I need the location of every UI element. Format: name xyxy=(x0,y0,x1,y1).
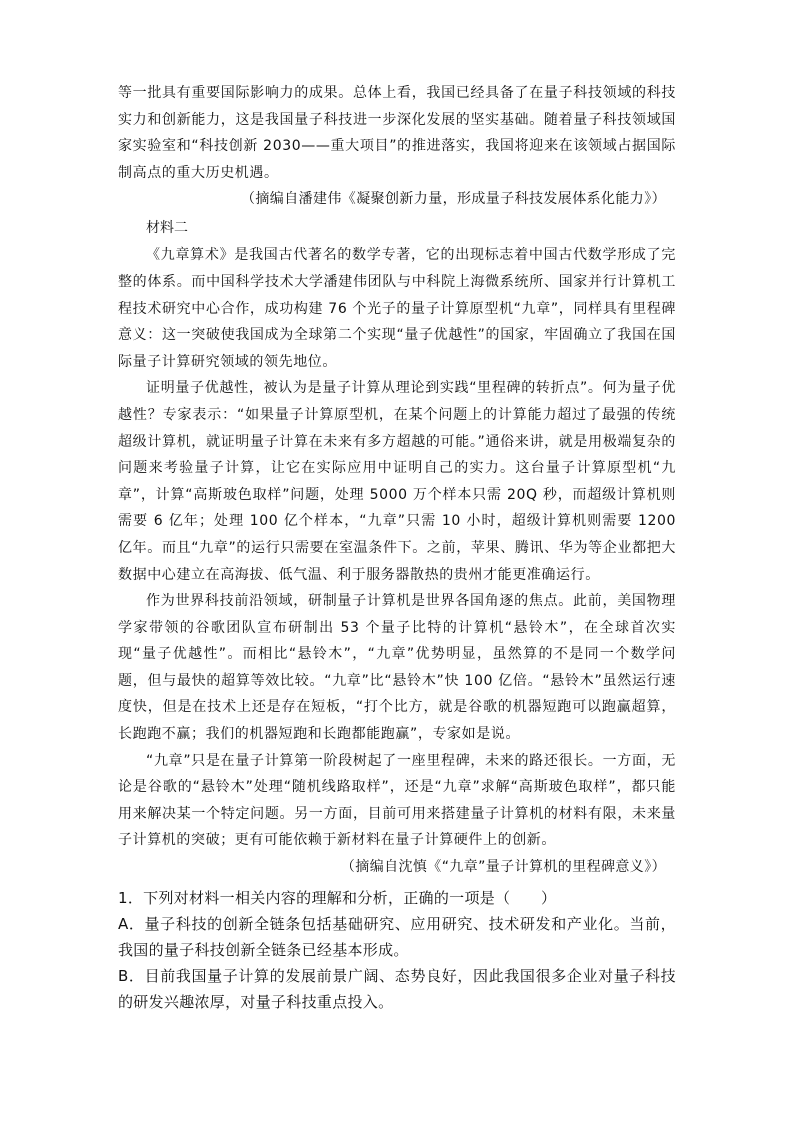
option-b[interactable]: B．目前我国量子计算的发展前景广阔、态势良好，因此我国很多企业对量子科技的研发兴趣浓厚，对量子科技重点投入。 xyxy=(118,967,676,1012)
source-citation-1: （摘编自潘建伟《凝聚创新力量，形成量子科技发展体系化能力》） xyxy=(241,191,666,208)
material2-paragraph-2: 证明量子优越性，被认为是量子计算从理论到实践“里程碑的转折点”。何为量子优越性？专家表示：“如果量子计算原型机，在某个问题上的计算能力超过了最强的传统超级计算机，就证明量子计算在未来有多方超越的可能。”通俗来讲，就是用极端复杂的问题来考验量子计算，让它在实际应用中证明自己的实力。这台量子计算原型机“九章”，计算“高斯玻色取样”问题，处理 5000 万个样本只需 20Q 秒，而超级计算机则需要 6 亿年；处理 100 亿个样本，“九章”只需 10 小时，超级计算机则需要 1200 亿年。而且“九章”的运行只需要在室温条件下。之前，苹果、腾讯、华为等企业都把大数据中心建立在高海拔、低气温、利于服务器散热的贵州才能更准确运行。 xyxy=(118,380,676,583)
option-a[interactable]: A．量子科技的创新全链条包括基础研究、应用研究、技术研发和产业化。当前，我国的量子科技创新全链条已经基本形成。 xyxy=(118,915,676,960)
question-stem: 1．下列对材料一相关内容的理解和分析，正确的一项是（ ） xyxy=(118,889,557,908)
source-citation-2: （摘编自沈慎《“九章”量子计算机的里程碑意义》） xyxy=(340,859,666,876)
material2-label: 材料二 xyxy=(146,220,188,237)
question-1 xyxy=(118,885,676,1015)
page-content xyxy=(118,80,676,1015)
material1-tail-paragraph: 等一批具有重要国际影响力的成果。总体上看，我国已经具备了在量子科技领域的科技实力和创新能力，这是我国量子科技进一步深化发展的坚实基础。随着量子科技领域国家实验室和“科技创新 2030——重大项目”的推进落实，我国将迎来在该领域占据国际制高点的重大历史机遇。 xyxy=(118,85,676,181)
material2-paragraph-3: 作为世界科技前沿领域，研制量子计算机是世界各国角逐的焦点。此前，美国物理学家带领的谷歌团队宣布研制出 53 个量子比特的计算机“悬铃木”，在全球首次实现“量子优越性”。而相比“悬铃木”，“九章”优势明显，虽然算的不是同一个数学问题，但与最快的超算等效比较。“九章”比“悬铃木”快 100 亿倍。“悬铃木”虽然运行速度快，但是在技术上还是存在短板，“打个比方，就是谷歌的机器短跑可以跑赢超算，长跑跑不赢；我们的机器短跑和长跑都能跑赢”，专家如是说。 xyxy=(118,593,676,743)
material2-paragraph-4: “九章”只是在量子计算第一阶段树起了一座里程碑，未来的路还很长。一方面，无论是谷歌的“悬铃木”处理“随机线路取样”，还是“九章”求解“高斯玻色取样”，都只能用来解决某一个特定问题。另一方面，目前可用来搭建量子计算机的材料有限，未来量子计算机的突破；更有可能依赖于新材料在量子计算硬件上的创新。 xyxy=(118,752,676,849)
material2-paragraph-1: 《九章算术》是我国古代著名的数学专著，它的出现标志着中国古代数学形成了完整的体系。而中国科学技术大学潘建伟团队与中科院上海微系统所、国家并行计算机工程技术研究中心合作，成功构建 76 个光子的量子计算原型机“九章”，同样具有里程碑意义：这一突破使我国成为全球第二个实现“量子优越性”的国家，牢固确立了我国在国际量子计算研究领域的领先地位。 xyxy=(118,247,676,370)
